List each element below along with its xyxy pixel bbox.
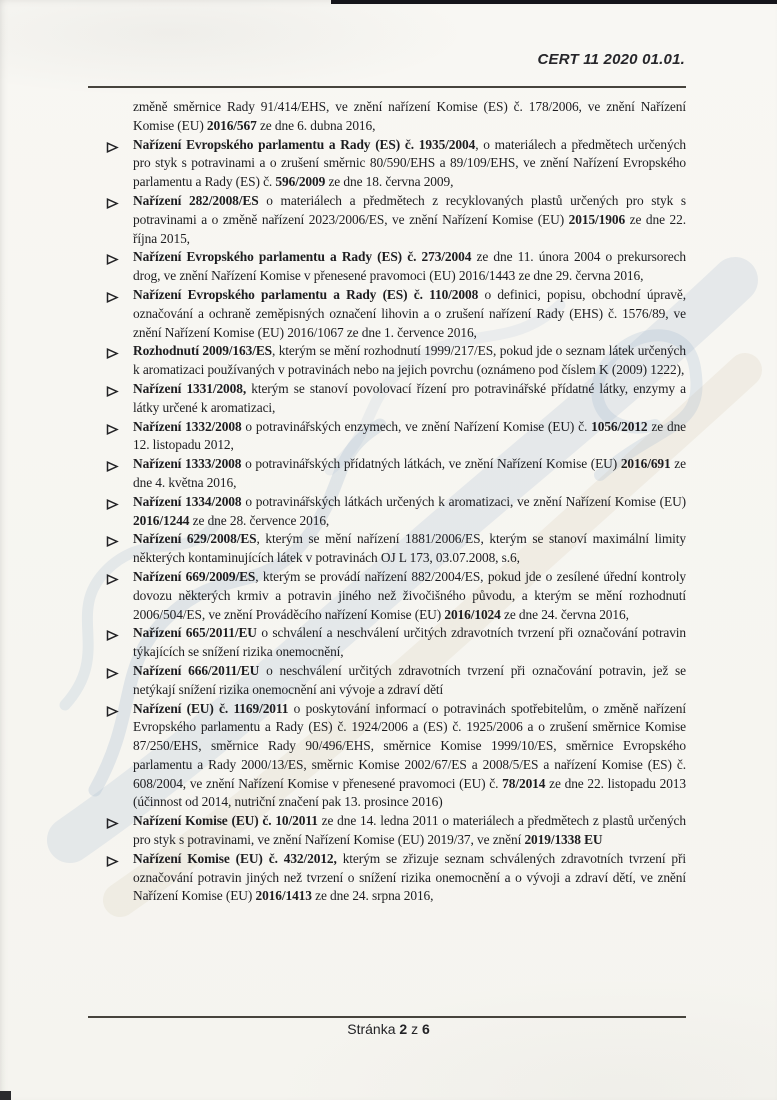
regulation-item bbox=[105, 418, 686, 456]
regulation-list bbox=[105, 136, 686, 907]
regulation-item bbox=[105, 812, 686, 850]
regulation-item bbox=[105, 192, 686, 248]
regulation-text: ze dne 12. listopadu 2012, bbox=[133, 418, 687, 453]
regulation-item bbox=[105, 286, 686, 342]
arrow-bullet-icon bbox=[106, 422, 119, 433]
regulation-ref: 2016/1024 bbox=[444, 606, 501, 622]
arrow-bullet-icon bbox=[106, 534, 119, 545]
regulation-ref: 2016/1413 bbox=[255, 888, 312, 904]
regulation-ref: Nařízení 282/2008/ES bbox=[133, 192, 259, 208]
regulation-text: , kterým se mění rozhodnutí 1999/217/ES, pokud jde o seznam látek určených k aromatizaci používaných v potravinách nebo na jejich povrchu (oznámeno pod číslem K (2009) 1222), bbox=[133, 343, 686, 378]
regulation-item bbox=[105, 248, 686, 286]
regulation-ref: Nařízení Evropského parlamentu a Rady (ES) č. 110/2008 bbox=[133, 286, 479, 302]
page-number-current: 2 bbox=[399, 1021, 408, 1037]
document-code: CERT 11 2020 01.01. bbox=[537, 51, 685, 68]
arrow-bullet-icon bbox=[106, 666, 119, 677]
regulation-ref: Nařízení 669/2009/ES bbox=[133, 568, 256, 584]
regulation-item bbox=[105, 136, 686, 192]
regulation-item bbox=[105, 568, 686, 624]
regulation-text: ze dne 22. října 2015, bbox=[133, 211, 686, 246]
regulation-text: ze dne 6. dubna 2016, bbox=[256, 117, 376, 133]
arrow-bullet-icon bbox=[106, 704, 119, 715]
regulation-ref: 2016/691 bbox=[620, 456, 671, 472]
arrow-bullet-icon bbox=[106, 290, 119, 301]
regulation-item bbox=[105, 662, 686, 700]
regulation-text: , o materiálech a předmětech určených pro styk s potravinami a o zrušení směrnic 80/590/EHS a 89/109/EHS, ve znění Nařízení Evropského parlamentu a Rady (ES) č. bbox=[133, 136, 687, 190]
page-number bbox=[0, 1021, 777, 1037]
arrow-bullet-icon bbox=[106, 196, 119, 207]
regulation-text: o potravinářských přídatných látkách, ve znění Nařízení Komise (EU) bbox=[241, 456, 621, 472]
regulation-item bbox=[105, 342, 686, 380]
regulation-ref: Nařízení Evropského parlamentu a Rady (ES) č. 1935/2004 bbox=[133, 136, 476, 152]
regulation-ref: Nařízení Komise (EU) č. 10/2011 bbox=[133, 813, 318, 829]
regulation-ref: Nařízení Evropského parlamentu a Rady (ES) č. 273/2004 bbox=[133, 249, 472, 265]
scan-artifact-top-bar bbox=[331, 0, 777, 4]
regulation-item bbox=[105, 380, 686, 418]
header-rule bbox=[88, 86, 686, 88]
regulation-text: ze dne 24. srpna 2016, bbox=[311, 888, 434, 904]
arrow-bullet-icon bbox=[106, 252, 119, 263]
intro-paragraph bbox=[105, 98, 686, 136]
page-number-of: z bbox=[411, 1021, 419, 1037]
page-number-total: 6 bbox=[421, 1021, 430, 1037]
regulation-text: kterým se zřizuje seznam schválených zdravotních tvrzení při označování potravin jiných než tvrzení o snížení rizika onemocnění a o vývoji a zdraví dětí, ve znění Nařízení Komise (EU) bbox=[133, 850, 686, 904]
regulation-ref: Rozhodnutí 2009/163/ES bbox=[133, 343, 273, 359]
regulation-ref: Nařízení 1334/2008 bbox=[133, 493, 242, 509]
arrow-bullet-icon bbox=[106, 497, 119, 508]
regulation-text: o materiálech a předmětech z recyklovaných plastů určených pro styk s potravinami a o změně nařízení 2023/2006/ES, ve znění Nařízení Komise (EU) bbox=[133, 192, 686, 227]
regulation-text: o potravinářských látkách určených k aromatizaci, ve znění Nařízení Komise (EU) bbox=[241, 493, 686, 509]
regulation-text: ze dne 4. května 2016, bbox=[133, 456, 686, 490]
arrow-bullet-icon bbox=[106, 572, 119, 583]
regulation-text: ze dne 24. června 2016, bbox=[500, 606, 629, 622]
regulation-text: o poskytování informací o potravinách spotřebitelům, o změně nařízení Evropského parlamentu a Rady (ES) č. 1924/2006 a (ES) č. 1925/2006 a o zrušení směrnice Komise 87/250/EHS, směrnice Rady 90/496/EHS, směrnice Komise 1999/10/ES, směrnice Evropského parlamentu a Rady 2000/13/ES, směrnic Komise 2002/67/ES a 2008/5/ES a nařízení Komise (ES) č. 608/2004, ve znění Nařízení Komise v přenesené pravomoci (EU) č. bbox=[133, 700, 686, 791]
arrow-bullet-icon bbox=[106, 628, 119, 639]
regulation-ref: Nařízení 1333/2008 bbox=[133, 456, 242, 472]
regulation-text: , kterým se mění nařízení 1881/2006/ES, kterým se stanoví maximální limity některých kontaminujících látek v potravinách OJ L 173, 03.07.2008, s.6, bbox=[133, 531, 686, 566]
arrow-bullet-icon bbox=[106, 854, 119, 865]
regulation-ref: Nařízení 1332/2008 bbox=[133, 418, 242, 434]
regulation-text: ze dne 28. července 2016, bbox=[189, 512, 330, 528]
regulation-text: změně směrnice Rady 91/414/EHS, ve znění nařízení Komise (ES) č. 178/2006, ve znění Nařízení Komise (EU) bbox=[133, 99, 686, 133]
document-body bbox=[105, 98, 686, 906]
regulation-ref: 596/2009 bbox=[275, 174, 326, 190]
regulation-ref: Nařízení 629/2008/ES bbox=[133, 531, 257, 547]
regulation-item bbox=[105, 493, 686, 531]
regulation-ref: Nařízení (EU) č. 1169/2011 bbox=[133, 700, 289, 716]
regulation-ref: 2019/1338 EU bbox=[524, 832, 603, 848]
arrow-bullet-icon bbox=[106, 140, 119, 151]
regulation-ref: Nařízení 666/2011/EU bbox=[133, 662, 260, 678]
regulation-item bbox=[105, 850, 686, 906]
regulation-text: ze dne 22. listopadu 2013 (účinnost od 2014, nutriční značení pak 13. prosince 2016) bbox=[133, 775, 686, 810]
regulation-text: o definici, popisu, obchodní úpravě, označování a ochraně zeměpisných označení lihovin a o zrušení nařízení Rady (EHS) č. 1576/89, ve znění Nařízení Komise (EU) 2016/1067 ze dne 1. července 2016, bbox=[133, 286, 686, 340]
regulation-text: kterým se stanoví povolovací řízení pro potravinářské přídatné látky, enzymy a látky určené k aromatizaci, bbox=[133, 380, 686, 415]
scan-artifact-corner-mark bbox=[0, 1091, 11, 1100]
regulation-item bbox=[105, 455, 686, 493]
regulation-text: o potravinářských enzymech, ve znění Nařízení Komise (EU) č. bbox=[241, 418, 592, 434]
regulation-text: ze dne 11. února 2004 o prekursorech drog, ve znění Nařízení Komise v přenesené pravomoci (EU) 2016/1443 ze dne 29. června 2016, bbox=[133, 249, 687, 284]
regulation-ref: Nařízení 1331/2008, bbox=[133, 380, 247, 396]
regulation-item bbox=[105, 624, 686, 662]
regulation-item bbox=[105, 700, 686, 813]
page-number-label: Stránka bbox=[347, 1021, 396, 1037]
footer-rule bbox=[88, 1016, 686, 1018]
regulation-text: o neschválení určitých zdravotních tvrzení při označování potravin, jež se netýkají snížení rizika onemocnění ani vývoje a zdraví dětí bbox=[133, 662, 686, 697]
regulation-ref: Nařízení Komise (EU) č. 432/2012, bbox=[133, 850, 337, 866]
regulation-ref: 2016/1244 bbox=[133, 512, 190, 528]
arrow-bullet-icon bbox=[106, 384, 119, 395]
regulation-text: ze dne 14. ledna 2011 o materiálech a předmětech z plastů určených pro styk s potravinami, ve znění Nařízení Komise (EU) 2019/37, ve znění bbox=[133, 813, 686, 848]
regulation-item bbox=[105, 530, 686, 568]
regulation-ref: 2016/567 bbox=[206, 117, 257, 133]
regulation-ref: 78/2014 bbox=[502, 775, 546, 791]
regulation-ref: 1056/2012 bbox=[591, 418, 648, 434]
regulation-ref: 2015/1906 bbox=[568, 211, 626, 227]
regulation-text: ze dne 18. června 2009, bbox=[325, 174, 454, 190]
regulation-ref: Nařízení 665/2011/EU bbox=[133, 625, 257, 641]
arrow-bullet-icon bbox=[106, 816, 119, 827]
regulation-text: o schválení a neschválení určitých zdravotních tvrzení při označování potravin týkajících se snížení rizika onemocnění, bbox=[133, 625, 687, 660]
arrow-bullet-icon bbox=[106, 346, 119, 357]
arrow-bullet-icon bbox=[106, 459, 119, 470]
regulation-text: , kterým se provádí nařízení 882/2004/ES, pokud jde o zesílené úřední kontroly dovozu některých krmiv a potravin jiného než živočišného původu, a kterým se mění rozhodnutí 2006/504/ES, ve znění Prováděcího nařízení Komise (EU) bbox=[133, 568, 686, 622]
